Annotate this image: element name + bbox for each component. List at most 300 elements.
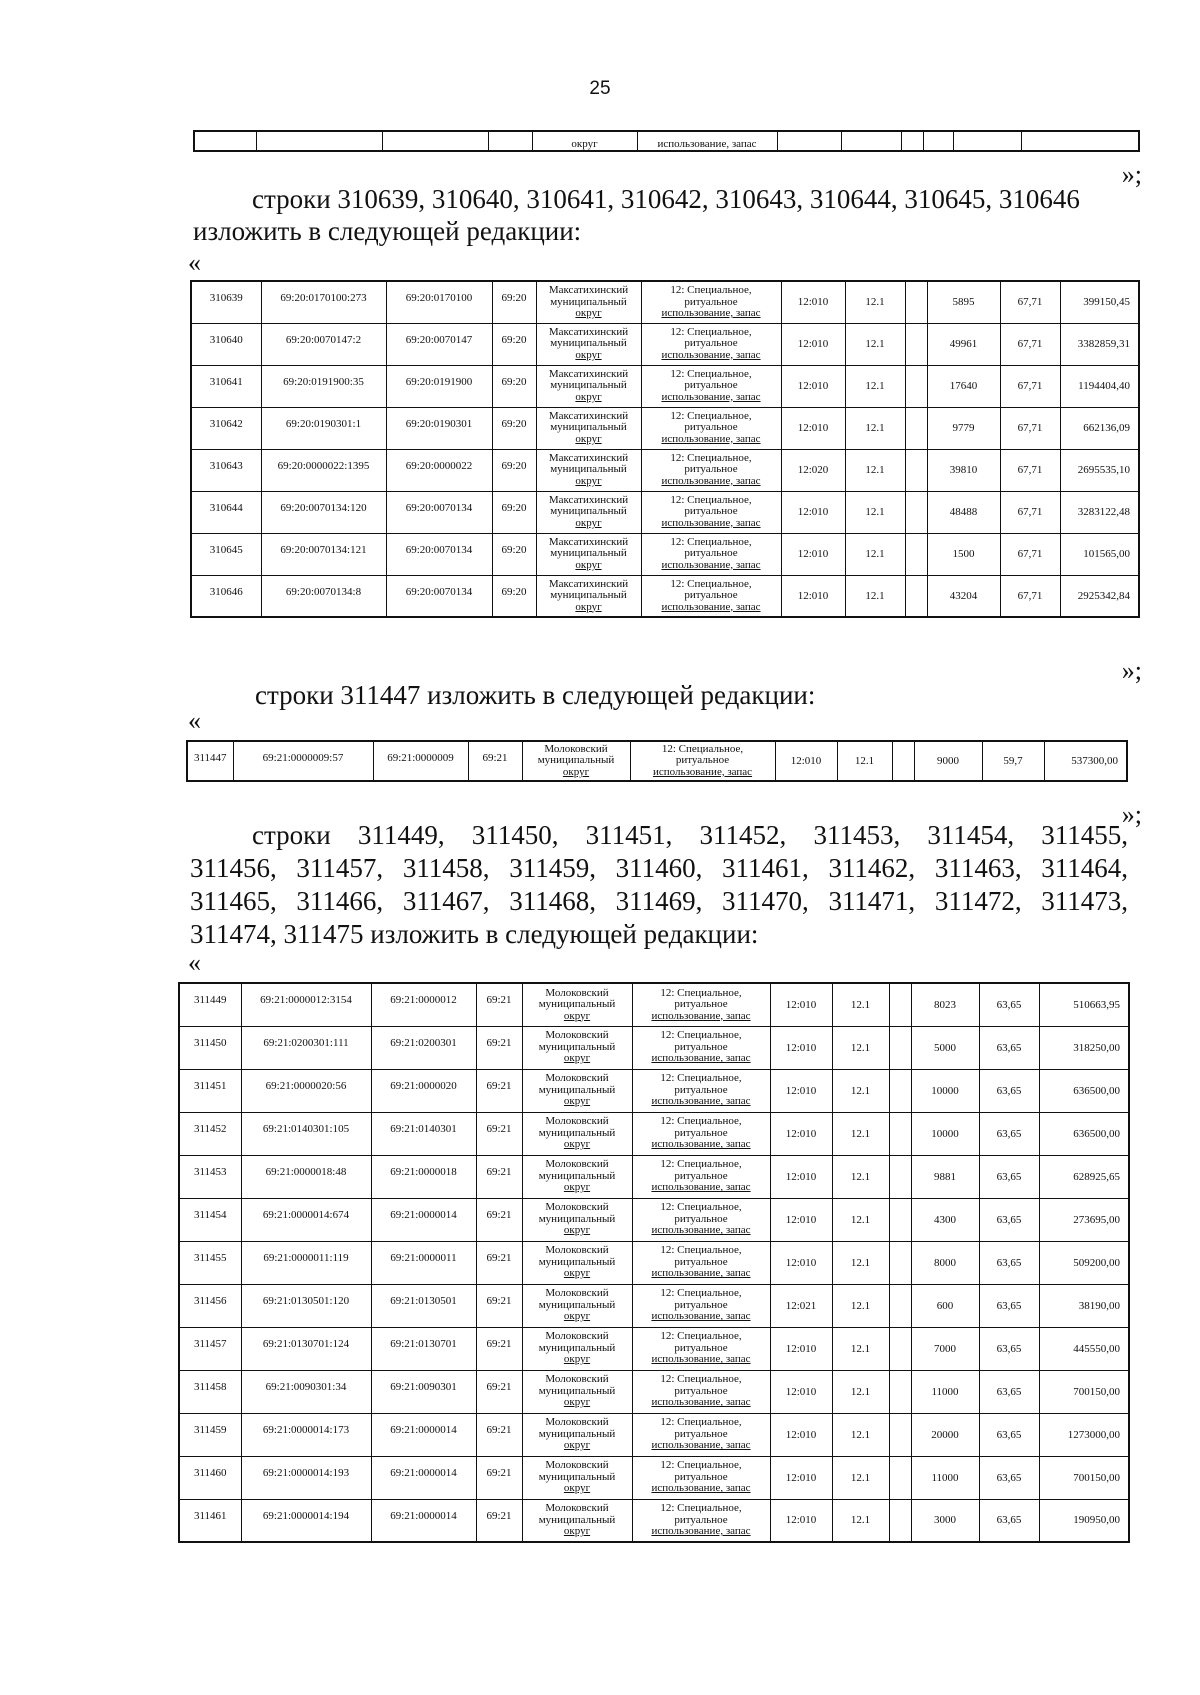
- table-row-311447: [186, 740, 1128, 782]
- municipality-line: Молоковский: [545, 1373, 609, 1386]
- land-use-type: [632, 1112, 770, 1155]
- land-use-line: ритуальное: [684, 589, 738, 601]
- empty-cell: [889, 1241, 911, 1284]
- row-number: 310642: [191, 407, 261, 449]
- municipality-line: округ: [575, 390, 602, 403]
- land-use-type: [632, 1327, 770, 1370]
- land-use-line: использование, запас: [651, 1267, 751, 1280]
- land-use-line: ритуальное: [684, 421, 738, 434]
- land-use-line: ритуальное: [674, 1169, 728, 1182]
- row-number: 310646: [191, 575, 261, 617]
- municipality-line: округ: [575, 348, 602, 361]
- use-code: 12:010: [781, 281, 845, 323]
- municipality: [536, 575, 641, 617]
- land-use-line: 12: Специальное,: [670, 493, 752, 506]
- table-row: [179, 1069, 1129, 1112]
- land-use-type: [632, 983, 770, 1026]
- cadastral-value: 445550,00: [1039, 1327, 1129, 1370]
- land-use-line: использование, запас: [661, 516, 761, 529]
- cadastral-value: 2925342,84: [1060, 575, 1139, 617]
- cadastral-district: 69:21: [476, 1198, 522, 1241]
- use-group: 12.1: [832, 1327, 889, 1370]
- cadastral-block: 69:20:0000022: [386, 449, 492, 491]
- municipality-line: муниципальный: [550, 379, 627, 392]
- municipality-line: муниципальный: [550, 589, 627, 601]
- cadastral-number: 69:21:0000018:48: [241, 1155, 371, 1198]
- area-value: 39810: [927, 449, 1000, 491]
- use-group: 12.1: [845, 533, 905, 575]
- land-use-line: использование, запас: [651, 1052, 751, 1065]
- area-value: 1500: [927, 533, 1000, 575]
- cadastral-district: 69:21: [476, 1155, 522, 1198]
- municipality-line: муниципальный: [550, 463, 627, 476]
- land-use-line: ритуальное: [674, 1298, 728, 1311]
- cadastral-block: 69:20:0170100: [386, 281, 492, 323]
- table-row: [191, 533, 1139, 575]
- municipality-line: муниципальный: [550, 337, 627, 350]
- land-use-line: ритуальное: [674, 1427, 728, 1440]
- table-row: [179, 1413, 1129, 1456]
- cadastral-number: 69:20:0070134:121: [261, 533, 386, 575]
- land-use-type: [632, 1198, 770, 1241]
- row-number: 310645: [191, 533, 261, 575]
- specific-value: 63,65: [979, 1327, 1039, 1370]
- area-value: 7000: [911, 1327, 979, 1370]
- municipality-line: округ: [563, 1009, 591, 1022]
- area-value: 10000: [911, 1069, 979, 1112]
- land-use-line: 12: Специальное,: [670, 577, 752, 590]
- cadastral-block: 69:20:0190301: [386, 407, 492, 449]
- land-use-line: ритуальное: [674, 1212, 728, 1225]
- municipality-line: муниципальный: [538, 1212, 616, 1225]
- land-use-line: использование, запас: [651, 1396, 751, 1409]
- municipality-line: муниципальный: [538, 1341, 616, 1354]
- land-use-line: использование, запас: [661, 600, 761, 613]
- empty-cell: [905, 449, 927, 491]
- specific-value: 67,71: [1000, 281, 1060, 323]
- empty-cell: [889, 1413, 911, 1456]
- cadastral-number: 69:20:0070134:8: [261, 575, 386, 617]
- municipality: [536, 323, 641, 365]
- municipality: [522, 1026, 632, 1069]
- cadastral-number: 69:21:0200301:111: [241, 1026, 371, 1069]
- cadastral-block: 69:21:0130701: [371, 1327, 476, 1370]
- land-use-line: ритуальное: [674, 1126, 728, 1139]
- municipality-line: муниципальный: [538, 1255, 616, 1268]
- specific-value: 63,65: [979, 1284, 1039, 1327]
- cadastral-district: 69:21: [476, 1284, 522, 1327]
- specific-value: 67,71: [1000, 575, 1060, 617]
- instruction-1-line-2: изложить в следующей редакции:: [193, 216, 582, 246]
- cadastral-value: 636500,00: [1039, 1069, 1129, 1112]
- municipality-line: Молоковский: [545, 1502, 609, 1514]
- municipality-line: Максатихинский: [548, 367, 629, 380]
- cadastral-number: 69:20:0191900:35: [261, 365, 386, 407]
- specific-value: 63,65: [979, 983, 1039, 1026]
- land-use-line: ритуальное: [684, 295, 738, 308]
- use-code: 12:010: [770, 1241, 832, 1284]
- municipality-line: Максатихинский: [548, 451, 629, 464]
- land-use-line: ритуальное: [675, 754, 730, 767]
- municipality-line: Молоковский: [545, 1201, 609, 1214]
- use-group: 12.1: [832, 983, 889, 1026]
- use-group: 12.1: [832, 1198, 889, 1241]
- empty-cell: [905, 407, 927, 449]
- cadastral-number: 69:21:0000014:674: [241, 1198, 371, 1241]
- cadastral-number: 69:20:0000022:1395: [261, 449, 386, 491]
- land-use-line: использование, запас: [652, 765, 753, 778]
- cadastral-number: 69:21:0000011:119: [241, 1241, 371, 1284]
- use-code: 12:010: [781, 491, 845, 533]
- land-use-line: 12: Специальное,: [660, 1330, 742, 1343]
- table-row: [179, 1456, 1129, 1499]
- row-number: 311455: [179, 1241, 241, 1284]
- table-row: [187, 741, 1127, 781]
- cadastral-value: 3283122,48: [1060, 491, 1139, 533]
- empty-cell: [889, 1499, 911, 1542]
- use-group: 12.1: [832, 1499, 889, 1542]
- municipality-line: округ: [575, 600, 602, 613]
- empty-cell: [889, 1198, 911, 1241]
- municipality-line: муниципальный: [550, 295, 627, 308]
- cadastral-block: 69:21:0000011: [371, 1241, 476, 1284]
- cadastral-number: 69:20:0190301:1: [261, 407, 386, 449]
- cadastral-value: 1194404,40: [1060, 365, 1139, 407]
- land-use-line: ритуальное: [674, 1255, 728, 1268]
- land-use-type: [632, 1241, 770, 1284]
- land-use-type: [641, 323, 781, 365]
- instruction-1-line-1: строки 310639, 310640, 310641, 310642, 310643, 310644, 310645, 310646: [252, 184, 1080, 214]
- use-code: 12:010: [770, 1413, 832, 1456]
- municipality-line: муниципальный: [538, 1384, 616, 1397]
- cadastral-block: 69:21:0200301: [371, 1026, 476, 1069]
- land-use-line: 12: Специальное,: [660, 1373, 742, 1386]
- land-use-line: ритуальное: [684, 463, 738, 476]
- cadastral-number: 69:21:0000009:57: [233, 741, 373, 781]
- cadastral-number: 69:20:0070134:120: [261, 491, 386, 533]
- cadastral-value: 662136,09: [1060, 407, 1139, 449]
- specific-value: 67,71: [1000, 365, 1060, 407]
- empty-cell: [889, 1069, 911, 1112]
- table-row: [191, 449, 1139, 491]
- municipality-line: Максатихинский: [548, 409, 629, 422]
- municipality-line: округ: [563, 1482, 591, 1495]
- municipality: [536, 281, 641, 323]
- cadastral-block: 69:21:0000014: [371, 1198, 476, 1241]
- land-use-line: использование, запас: [651, 1310, 751, 1323]
- cadastral-district: 69:21: [476, 1069, 522, 1112]
- municipality-line: муниципальный: [550, 547, 627, 560]
- municipality-line: округ: [575, 516, 602, 529]
- municipality-line: округ: [563, 1310, 591, 1323]
- land-use-line: ритуальное: [674, 1470, 728, 1483]
- use-group: 12.1: [832, 1069, 889, 1112]
- use-group: 12.1: [832, 1155, 889, 1198]
- area-value: 20000: [911, 1413, 979, 1456]
- municipality-line: муниципальный: [538, 1513, 616, 1526]
- row-number: 310644: [191, 491, 261, 533]
- cadastral-block: 69:21:0000014: [371, 1499, 476, 1542]
- specific-value: 63,65: [979, 1026, 1039, 1069]
- municipality: [522, 741, 630, 781]
- land-use-line: использование, запас: [661, 348, 761, 361]
- table-row: [191, 575, 1139, 617]
- row-number: 310639: [191, 281, 261, 323]
- municipality: [522, 1413, 632, 1456]
- land-use-line: использование, запас: [651, 1439, 751, 1452]
- cadastral-number: 69:21:0000014:193: [241, 1456, 371, 1499]
- land-use-line: 12: Специальное,: [670, 325, 752, 338]
- cadastral-value: 537300,00: [1044, 741, 1127, 781]
- row-number: 310640: [191, 323, 261, 365]
- land-use-type: [641, 575, 781, 617]
- municipality-line: округ: [563, 1052, 591, 1065]
- use-code: 12:010: [770, 1069, 832, 1112]
- use-code: 12:010: [770, 1026, 832, 1069]
- cadastral-block: 69:21:0000014: [371, 1413, 476, 1456]
- land-use-line: ритуальное: [674, 998, 728, 1010]
- land-use-line: использование, запас: [651, 1181, 751, 1194]
- municipality-line: округ: [563, 1095, 591, 1108]
- header-district-tail: округ: [532, 131, 637, 151]
- municipality-line: муниципальный: [538, 1470, 616, 1483]
- cadastral-number: 69:20:0170100:273: [261, 281, 386, 323]
- table-row: [191, 323, 1139, 365]
- use-code: 12:010: [781, 407, 845, 449]
- cadastral-district: 69:20: [492, 575, 536, 617]
- municipality-line: Молоковский: [545, 1115, 609, 1128]
- municipality: [522, 1327, 632, 1370]
- use-group: 12.1: [832, 1370, 889, 1413]
- specific-value: 67,71: [1000, 449, 1060, 491]
- municipality-line: округ: [563, 1396, 591, 1409]
- row-number: 311454: [179, 1198, 241, 1241]
- cadastral-district: 69:20: [492, 281, 536, 323]
- header-type-tail: использование, запас: [637, 131, 777, 151]
- municipality-line: Молоковский: [545, 1072, 609, 1085]
- land-use-line: 12: Специальное,: [660, 1416, 742, 1429]
- table-row: [179, 1370, 1129, 1413]
- cadastral-block: 69:21:0090301: [371, 1370, 476, 1413]
- cadastral-value: 3382859,31: [1060, 323, 1139, 365]
- municipality-line: округ: [575, 474, 602, 487]
- cadastral-value: 2695535,10: [1060, 449, 1139, 491]
- table-row: [191, 407, 1139, 449]
- land-use-type: [632, 1456, 770, 1499]
- cadastral-value: 700150,00: [1039, 1456, 1129, 1499]
- land-use-type: [641, 407, 781, 449]
- area-value: 4300: [911, 1198, 979, 1241]
- cadastral-district: 69:21: [476, 1026, 522, 1069]
- cadastral-value: 636500,00: [1039, 1112, 1129, 1155]
- land-use-line: использование, запас: [651, 1482, 751, 1495]
- land-use-line: использование, запас: [661, 390, 761, 403]
- table-row: [179, 1155, 1129, 1198]
- cadastral-value: 1273000,00: [1039, 1413, 1129, 1456]
- table-row: [179, 1112, 1129, 1155]
- empty-cell: [889, 983, 911, 1026]
- municipality-line: округ: [575, 558, 602, 571]
- municipality-line: муниципальный: [550, 421, 627, 434]
- cadastral-district: 69:21: [476, 1413, 522, 1456]
- municipality-line: округ: [563, 1181, 591, 1194]
- land-use-line: 12: Специальное,: [661, 742, 744, 755]
- municipality-line: Молоковский: [544, 742, 608, 755]
- area-value: 8000: [911, 1241, 979, 1284]
- municipality-line: Максатихинский: [548, 493, 629, 506]
- specific-value: 63,65: [979, 1069, 1039, 1112]
- cadastral-number: 69:21:0090301:34: [241, 1370, 371, 1413]
- land-use-type: [632, 1284, 770, 1327]
- empty-cell: [889, 1112, 911, 1155]
- instruction-3-line-2: 311456, 311457, 311458, 311459, 311460, 311461, 311462, 311463, 311464,: [190, 853, 1128, 883]
- cadastral-block: 69:21:0000009: [373, 741, 468, 781]
- land-use-type: [632, 1370, 770, 1413]
- land-use-line: 12: Специальное,: [660, 1287, 742, 1300]
- use-code: 12:010: [781, 533, 845, 575]
- area-value: 9000: [914, 741, 982, 781]
- table-row: [191, 281, 1139, 323]
- land-use-line: 12: Специальное,: [660, 1502, 742, 1514]
- use-group: 12.1: [832, 1456, 889, 1499]
- cadastral-value: 101565,00: [1060, 533, 1139, 575]
- area-value: 9881: [911, 1155, 979, 1198]
- municipality-line: Молоковский: [545, 1459, 609, 1472]
- row-number: 311453: [179, 1155, 241, 1198]
- area-value: 10000: [911, 1112, 979, 1155]
- specific-value: 63,65: [979, 1413, 1039, 1456]
- cadastral-block: 69:21:0140301: [371, 1112, 476, 1155]
- municipality-line: Молоковский: [545, 1029, 609, 1042]
- empty-cell: [889, 1370, 911, 1413]
- municipality-line: Максатихинский: [548, 284, 629, 296]
- use-code: 12:021: [770, 1284, 832, 1327]
- empty-cell: [892, 741, 914, 781]
- land-use-line: 12: Специальное,: [660, 1029, 742, 1042]
- municipality-line: округ: [563, 1224, 591, 1237]
- instruction-3-line-4: 311474, 311475 изложить в следующей редакции:: [190, 919, 759, 949]
- use-group: 12.1: [845, 281, 905, 323]
- specific-value: 67,71: [1000, 491, 1060, 533]
- municipality-line: округ: [563, 1439, 591, 1452]
- cadastral-value: 700150,00: [1039, 1370, 1129, 1413]
- municipality-line: Молоковский: [545, 1158, 609, 1171]
- table-row: [179, 983, 1129, 1026]
- instruction-2: строки 311447 изложить в следующей редакции:: [255, 680, 816, 710]
- row-number: 310641: [191, 365, 261, 407]
- empty-cell: [905, 533, 927, 575]
- empty-cell: [905, 491, 927, 533]
- municipality-line: муниципальный: [538, 1169, 616, 1182]
- land-use-line: использование, запас: [661, 432, 761, 445]
- use-code: 12:010: [781, 323, 845, 365]
- municipality: [536, 365, 641, 407]
- municipality-line: муниципальный: [537, 754, 615, 767]
- municipality-line: округ: [562, 765, 590, 778]
- instruction-3-line-3: 311465, 311466, 311467, 311468, 311469, 311470, 311471, 311472, 311473,: [190, 886, 1128, 916]
- cadastral-value: 190950,00: [1039, 1499, 1129, 1542]
- table-rows-311449-311461: [178, 982, 1130, 1543]
- land-use-line: 12: Специальное,: [670, 284, 752, 296]
- table-row: [179, 1198, 1129, 1241]
- specific-value: 67,71: [1000, 323, 1060, 365]
- use-group: 12.1: [832, 1284, 889, 1327]
- land-use-type: [632, 1155, 770, 1198]
- municipality-line: Максатихинский: [548, 535, 629, 548]
- use-group: 12.1: [845, 491, 905, 533]
- row-number: 311459: [179, 1413, 241, 1456]
- use-group: 12.1: [832, 1413, 889, 1456]
- land-use-line: 12: Специальное,: [660, 1459, 742, 1472]
- use-code: 12:010: [781, 575, 845, 617]
- land-use-line: использование, запас: [651, 1224, 751, 1237]
- cadastral-value: 273695,00: [1039, 1198, 1129, 1241]
- opening-quote: «: [188, 706, 201, 735]
- municipality: [522, 1499, 632, 1542]
- use-code: 12:010: [770, 1370, 832, 1413]
- land-use-line: ритуальное: [684, 379, 738, 392]
- municipality-line: муниципальный: [550, 505, 627, 518]
- land-use-line: использование, запас: [651, 1095, 751, 1108]
- row-number: 311449: [179, 983, 241, 1026]
- land-use-type: [641, 533, 781, 575]
- table-row: [179, 1499, 1129, 1542]
- area-value: 11000: [911, 1456, 979, 1499]
- land-use-line: 12: Специальное,: [670, 535, 752, 548]
- cadastral-number: 69:21:0130501:120: [241, 1284, 371, 1327]
- cadastral-number: 69:21:0000014:173: [241, 1413, 371, 1456]
- specific-value: 63,65: [979, 1155, 1039, 1198]
- cadastral-value: 509200,00: [1039, 1241, 1129, 1284]
- area-value: 8023: [911, 983, 979, 1026]
- closing-quote: »;: [1121, 800, 1142, 829]
- use-code: 12:010: [770, 1155, 832, 1198]
- use-code: 12:010: [775, 741, 837, 781]
- closing-quote: »;: [1121, 656, 1142, 685]
- specific-value: 63,65: [979, 1499, 1039, 1542]
- land-use-type: [632, 1499, 770, 1542]
- land-use-line: 12: Специальное,: [670, 451, 752, 464]
- cadastral-value: 318250,00: [1039, 1026, 1129, 1069]
- municipality: [522, 983, 632, 1026]
- table-row: [191, 365, 1139, 407]
- land-use-type: [641, 449, 781, 491]
- use-group: 12.1: [845, 407, 905, 449]
- empty-cell: [889, 1456, 911, 1499]
- municipality-line: Максатихинский: [548, 577, 629, 590]
- row-number: 311450: [179, 1026, 241, 1069]
- municipality-line: округ: [563, 1267, 591, 1280]
- row-number: 311447: [187, 741, 233, 781]
- municipality-line: Молоковский: [545, 986, 609, 999]
- cadastral-block: 69:20:0191900: [386, 365, 492, 407]
- use-code: 12:010: [770, 983, 832, 1026]
- area-value: 9779: [927, 407, 1000, 449]
- row-number: 311452: [179, 1112, 241, 1155]
- table-row: [179, 1327, 1129, 1370]
- cadastral-district: 69:20: [492, 323, 536, 365]
- municipality-line: муниципальный: [538, 1126, 616, 1139]
- municipality: [536, 533, 641, 575]
- use-group: 12.1: [832, 1241, 889, 1284]
- cadastral-value: 628925,65: [1039, 1155, 1129, 1198]
- municipality: [522, 1284, 632, 1327]
- cadastral-district: 69:21: [476, 1456, 522, 1499]
- land-use-type: [632, 1413, 770, 1456]
- land-use-type: [641, 365, 781, 407]
- municipality-line: Молоковский: [545, 1416, 609, 1429]
- area-value: 49961: [927, 323, 1000, 365]
